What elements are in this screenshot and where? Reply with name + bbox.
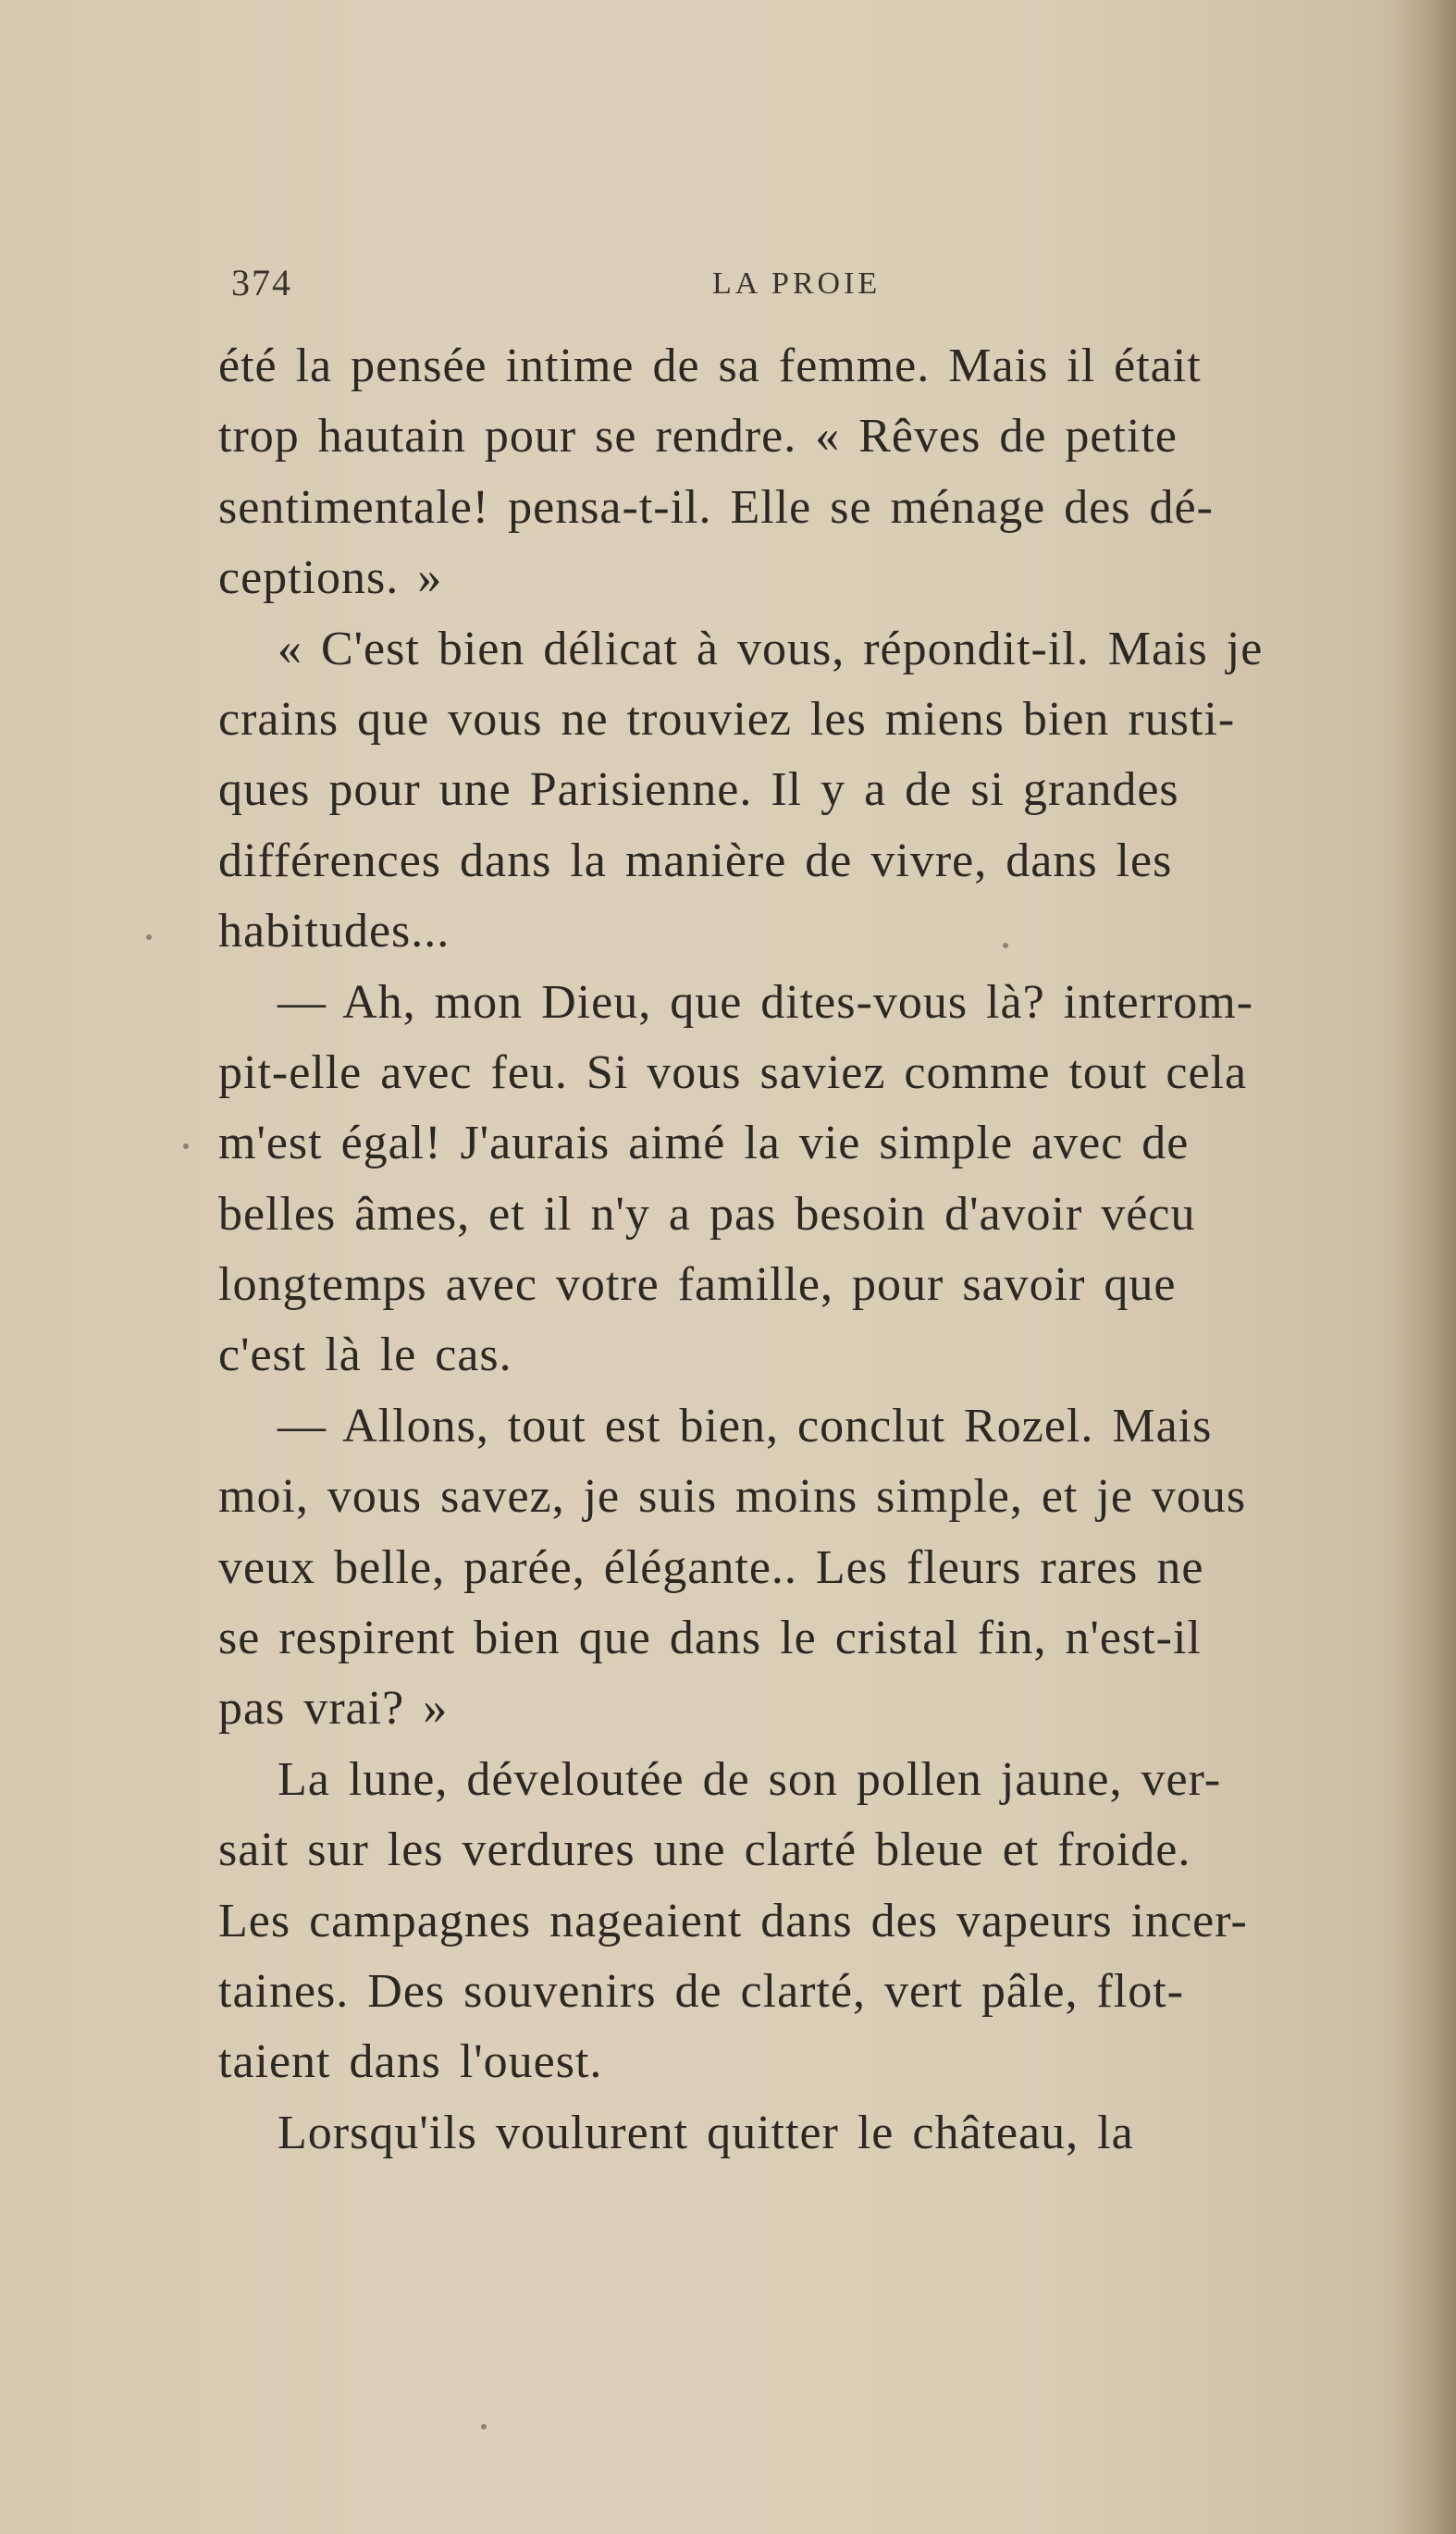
text-line: belles âmes, et il n'y a pas besoin d'avoir vécu (218, 1187, 1196, 1241)
paper-speck (183, 1143, 189, 1149)
text-line: habitudes... (218, 905, 450, 958)
body-text (218, 331, 1402, 2169)
text-line: — Allons, tout est bien, conclut Rozel. Mais (278, 1399, 1213, 1452)
text-line: se respirent bien que dans le cristal fin, n'est-il (218, 1612, 1202, 1665)
text-line: pas vrai? » (218, 1682, 449, 1736)
text-line: pit-elle avec feu. Si vous saviez comme tout cela (218, 1045, 1248, 1099)
text-line: — Ah, mon Dieu, que dites-vous là? interrom- (278, 975, 1254, 1029)
text-line: ceptions. » (218, 551, 443, 605)
text-line: « C'est bien délicat à vous, répondit-il. Mais je (278, 622, 1264, 675)
text-line: crains que vous ne trouviez les miens bien rusti- (218, 692, 1236, 746)
text-line: m'est égal! J'aurais aimé la vie simple avec de (218, 1117, 1190, 1170)
text-line: moi, vous savez, je suis moins simple, et je vous (218, 1470, 1247, 1524)
text-line: veux belle, parée, élégante.. Les fleurs rares ne (218, 1540, 1204, 1594)
text-line: trop hautain pour se rendre. « Rêves de petite (218, 410, 1178, 464)
text-line: différences dans la manière de vivre, dans les (218, 834, 1173, 887)
paper-speck (481, 2424, 487, 2429)
text-line: longtemps avec votre famille, pour savoir que (218, 1258, 1177, 1312)
paper-speck (146, 934, 152, 940)
page-header (231, 261, 1406, 316)
page-number: 374 (231, 262, 292, 303)
text-line: été la pensée intime de sa femme. Mais il était (218, 340, 1202, 392)
text-line: taient dans l'ouest. (218, 2035, 603, 2089)
text-line: sentimentale! pensa-t-il. Elle se ménage des dé- (218, 480, 1214, 534)
text-line: c'est là le cas. (218, 1329, 512, 1382)
running-title: LA PROIE (712, 266, 882, 301)
text-line: sait sur les verdures une clarté bleue et froide. (218, 1823, 1191, 1877)
text-line: taines. Des souvenirs de clarté, vert pâle, flot- (218, 1964, 1184, 2018)
text-line: Lorsqu'ils voulurent quitter le château, la (278, 2106, 1134, 2159)
paper-speck (1003, 943, 1008, 948)
text-line: Les campagnes nageaient dans des vapeurs incer- (218, 1894, 1248, 1947)
text-line: ques pour une Parisienne. Il y a de si grandes (218, 763, 1179, 817)
text-line: La lune, déveloutée de son pollen jaune, ver- (278, 1752, 1222, 1806)
